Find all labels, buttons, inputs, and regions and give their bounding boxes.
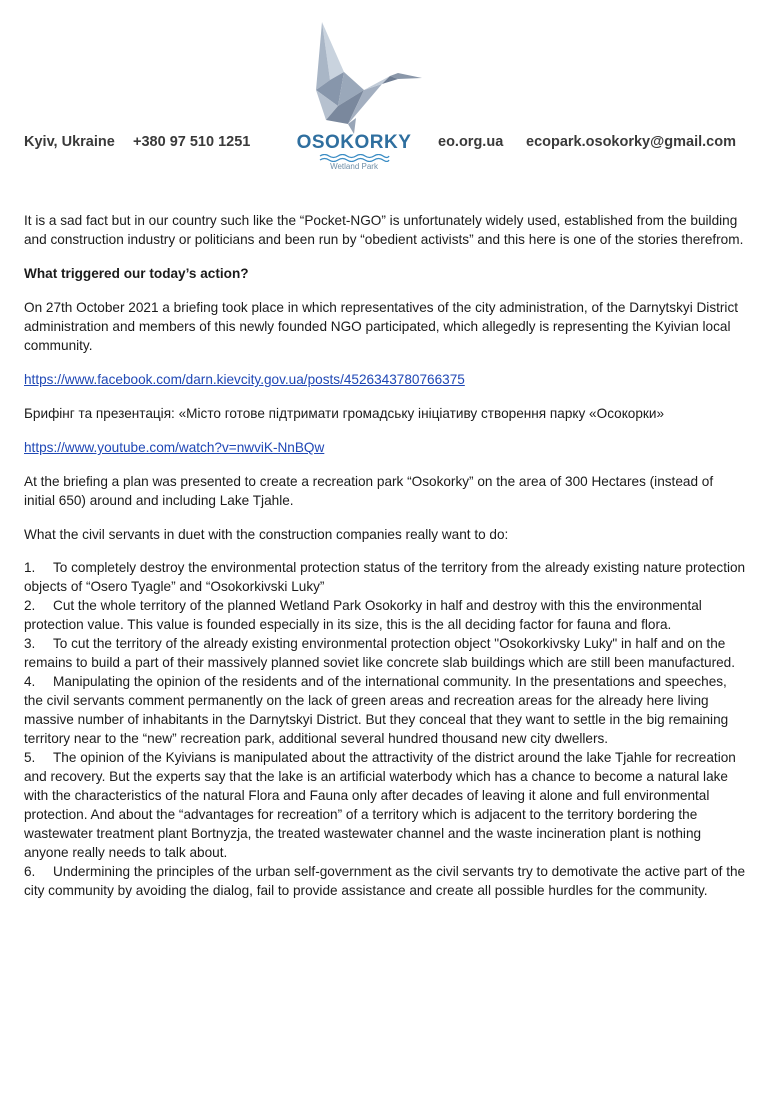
intro-paragraph: It is a sad fact but in our country such like the “Pocket-NGO” is unfortunately widely used, established from the building and construction industry or politicians and been run by “obedient activists” and this here is one of the stories therefrom. — [24, 213, 744, 247]
header-email[interactable]: ecopark.osokorky@gmail.com — [526, 134, 736, 150]
brand-subtitle: Wetland Park — [330, 162, 378, 171]
waves-icon — [318, 154, 390, 162]
header-city: Kyiv, Ukraine — [24, 134, 115, 150]
list-text: Manipulating the opinion of the residents and of the international community. In the presentations and speeches, the civil servants comment permanently on the lack of green areas and recreation areas for the already here living massive number of inhabitants in the Darnytskyi District. But they conceal that they want to settle in the big remaining territory near to the “new” recreation park, additional several hundred thousand new city dwellers. — [24, 674, 729, 746]
list-text: Cut the whole territory of the planned Wetland Park Osokorky in half and destroy with this the environmental protection value. This value is founded especially in its size, this is the all deciding factor for fauna and flora. — [24, 598, 702, 632]
brand-logo — [296, 132, 412, 172]
facebook-link[interactable]: https://www.facebook.com/darn.kievcity.gov.ua/posts/4526343780766375 — [24, 372, 465, 387]
section-heading: What triggered our today’s action? — [24, 266, 249, 281]
letterhead — [0, 0, 768, 190]
list-intro: What the civil servants in duet with the construction companies really want to do: — [24, 527, 509, 542]
list-text: To completely destroy the environmental protection status of the territory from the already existing nature protection objects of “Osero Tyagle” and “Osokorkivski Luky” — [24, 560, 746, 594]
list-number: 3. — [24, 636, 36, 651]
header-website[interactable]: eo.org.ua — [438, 134, 504, 150]
list-item — [24, 596, 746, 634]
list-number: 1. — [24, 560, 36, 575]
list-number: 2. — [24, 598, 36, 613]
list-item — [24, 862, 746, 900]
letter-body — [24, 211, 746, 900]
numbered-list — [24, 558, 746, 900]
list-number: 4. — [24, 674, 36, 689]
list-text: The opinion of the Kyivians is manipulated about the attractivity of the district around the lake Tjahle for recreation and recovery. But the experts say that the lake is an artificial waterbody which has a chance to become a natural lake with the characteristics of the natural Flora and Fauna only after decades of leaving it alone and full environmental protection. And about the “advantages for recreation” of a territory which is adjacent to the territory bordering the wastewater treatment plant Bortnyzja, the treated wastewater channel and the waste incineration plant is nothing anyone really needs to talk about. — [24, 750, 736, 860]
ukrainian-briefing-title: Брифінг та презентація: «Місто готове підтримати громадську ініціативу створення парку «Осокорки» — [24, 406, 665, 421]
list-item — [24, 634, 746, 672]
list-item — [24, 748, 746, 862]
list-number: 5. — [24, 750, 36, 765]
briefing-paragraph: On 27th October 2021 a briefing took place in which representatives of the city administration, of the Darnytskyi District administration and members of this newly founded NGO participated, which allegedly is representing the Kyivian local community. — [24, 300, 739, 353]
list-text: To cut the territory of the already existing environmental protection object "Osokorkivsky Luky" in half and on the remains to build a part of their massively planned soviet like concrete slab buildings which are still been manufactured. — [24, 636, 736, 670]
header-phone: +380 97 510 1251 — [133, 134, 251, 150]
plan-paragraph: At the briefing a plan was presented to create a recreation park “Osokorky” on the area of 300 Hectares (instead of initial 650) around and including Lake Tjahle. — [24, 474, 714, 508]
list-item — [24, 672, 746, 748]
list-text: Undermining the principles of the urban self-government as the civil servants try to demotivate the active part of the city community by avoiding the dialog, fail to provide assistance and create all possible hurdles for the community. — [24, 864, 746, 898]
youtube-link[interactable]: https://www.youtube.com/watch?v=nwviK-NnBQw — [24, 440, 325, 455]
list-number: 6. — [24, 864, 36, 879]
brand-name: OSOKORKY — [296, 132, 412, 153]
list-item — [24, 558, 746, 596]
heron-bird-logo — [286, 20, 426, 138]
